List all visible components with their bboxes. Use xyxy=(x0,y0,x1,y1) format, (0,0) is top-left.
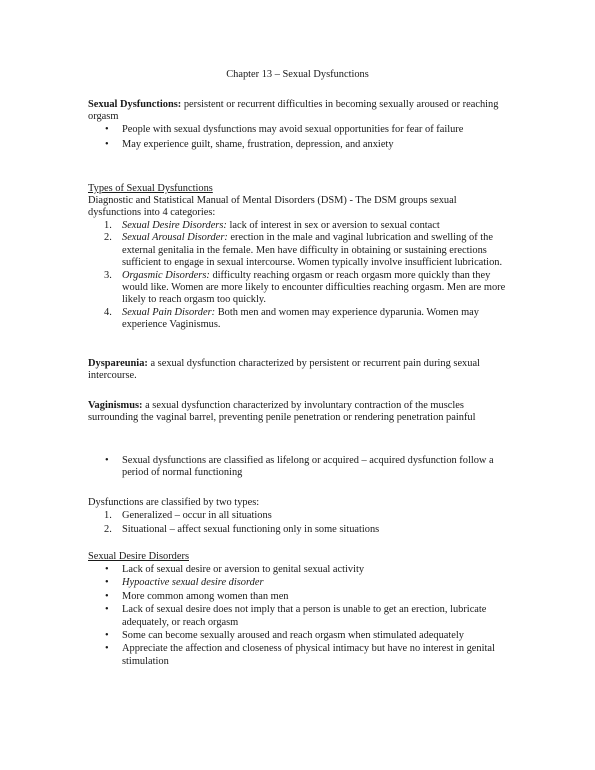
list-item xyxy=(88,577,510,589)
term: Sexual Dysfunctions: xyxy=(88,99,182,110)
types-list xyxy=(88,220,510,332)
list-item xyxy=(88,510,510,522)
item-number: 1. xyxy=(104,220,112,231)
list-item xyxy=(88,455,510,480)
list-item xyxy=(88,630,510,642)
bullet-text: Sexual dysfunctions are classified as lifelong or acquired – acquired dysfunction follow a period of normal functioning xyxy=(122,455,494,479)
definition-text: a sexual dysfunction characterized by involuntary contraction of the muscles surrounding the vaginal barrel, preventing penile penetration or rendering penetration painful xyxy=(88,400,476,424)
dyspareunia-definition xyxy=(88,358,508,383)
bullet-icon: • xyxy=(105,124,109,135)
types-heading xyxy=(88,183,506,195)
bullet-text: Lack of sexual desire or aversion to genital sexual activity xyxy=(122,564,365,575)
bullet-text: Some can become sexually aroused and reach orgasm when stimulated adequately xyxy=(122,630,465,642)
list-item xyxy=(88,124,510,136)
page-title: Chapter 13 – Sexual Dysfunctions xyxy=(226,69,369,80)
list-item xyxy=(88,604,510,629)
section-heading: Sexual Desire Disorders xyxy=(88,551,189,562)
bullet-icon: • xyxy=(105,630,109,642)
list-item xyxy=(88,524,510,536)
item-number: 1. xyxy=(104,510,112,521)
bullet-icon: • xyxy=(105,577,109,589)
vaginismus-definition xyxy=(88,400,513,425)
list-item xyxy=(88,591,510,603)
bullet-text: Appreciate the affection and closeness of physical intimacy but have no interest in genital stimulation xyxy=(122,643,495,667)
types-intro: Diagnostic and Statistical Manual of Mental Disorders (DSM) - The DSM groups sexual dysfunctions into 4 categories: xyxy=(88,195,457,219)
item-text: lack of interest in sex or aversion to sexual contact xyxy=(226,220,440,231)
bullet-text: Hypoactive sexual desire disorder xyxy=(122,577,264,589)
list-item xyxy=(88,564,510,576)
item-text: Generalized – occur in all situations xyxy=(122,510,272,521)
item-term: Sexual Pain Disorder: xyxy=(122,306,216,318)
bullet-icon: • xyxy=(105,139,109,151)
list-item xyxy=(88,139,510,151)
list-item xyxy=(88,232,510,269)
list-item xyxy=(88,307,510,332)
item-text: erection in the male and vaginal lubrication and swelling of the external genitalia in the female. Men have difficulty in obtaining or sustaining erections sufficient to engage in sexual intercourse. Women typically involve insufficient lubrication. xyxy=(122,232,503,269)
classified-bullets xyxy=(88,455,510,480)
list-item xyxy=(88,270,510,307)
sexual-dysfunctions-bullets xyxy=(88,124,510,152)
definition-text: persistent or recurrent difficulties in becoming sexually aroused or reaching orgasm xyxy=(88,99,499,123)
item-number: 2. xyxy=(104,232,112,244)
desire-disorders-heading xyxy=(88,551,506,563)
section-heading: Types of Sexual Dysfunctions xyxy=(88,183,213,194)
two-types-list xyxy=(88,510,510,537)
bullet-text: May experience guilt, shame, frustration, depression, and anxiety xyxy=(122,139,394,151)
item-text: Situational – affect sexual functioning only in some situations xyxy=(122,524,380,536)
bullet-icon: • xyxy=(105,564,109,575)
desire-disorders-bullets xyxy=(88,564,510,668)
two-types-intro: Dysfunctions are classified by two types: xyxy=(88,497,260,508)
item-text: difficulty reaching orgasm or reach orgasm more quickly than they would like. Women are more likely to encounter difficulties reaching orgasm. Men are more likely to reach orgasm too quickly. xyxy=(122,269,506,306)
term: Dyspareunia: xyxy=(88,358,148,369)
bullet-text: People with sexual dysfunctions may avoid sexual opportunities for fear of failure xyxy=(122,124,464,135)
bullet-icon: • xyxy=(105,604,109,616)
bullet-text: Lack of sexual desire does not imply that a person is unable to get an erection, lubricate adequately, or reach orgasm xyxy=(122,604,487,628)
list-item xyxy=(88,643,510,668)
item-number: 4. xyxy=(104,306,112,318)
bullet-icon: • xyxy=(105,590,109,602)
bullet-icon: • xyxy=(105,643,109,655)
item-text: Both men and women may experience dyparunia. Women may experience Vaginismus. xyxy=(122,306,479,331)
definition-text: a sexual dysfunction characterized by persistent or recurrent pain during sexual intercourse. xyxy=(88,358,480,382)
item-term: Sexual Arousal Disorder: xyxy=(122,232,228,244)
item-number: 3. xyxy=(104,269,112,281)
item-number: 2. xyxy=(104,524,112,536)
item-term: Orgasmic Disorders: xyxy=(122,269,210,281)
sexual-dysfunctions-definition xyxy=(88,99,503,124)
term: Vaginismus: xyxy=(88,400,143,411)
bullet-text: More common among women than men xyxy=(122,590,289,602)
item-term: Sexual Desire Disorders: xyxy=(122,220,227,231)
list-item xyxy=(88,220,510,232)
bullet-icon: • xyxy=(105,455,109,466)
